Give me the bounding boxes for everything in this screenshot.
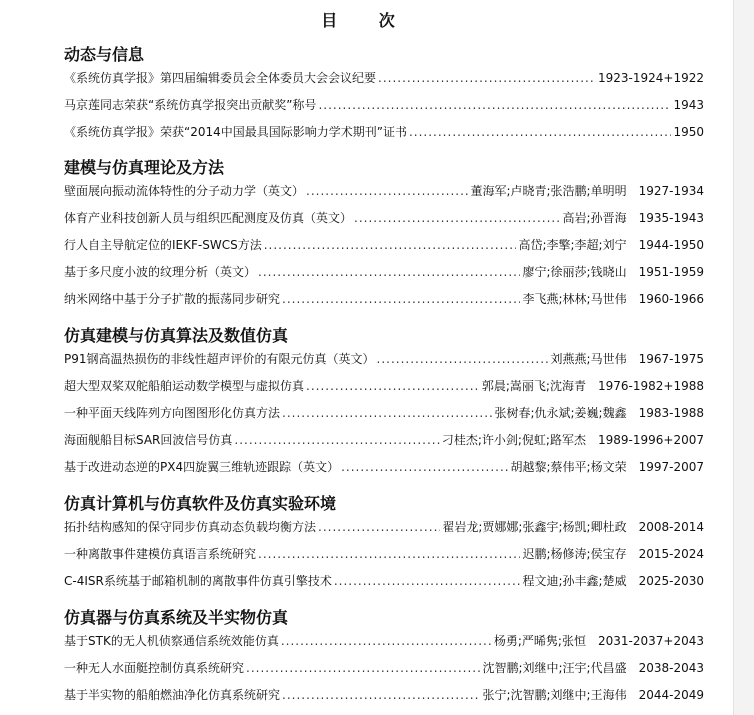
entry-pages: 1997-2007 — [638, 460, 704, 474]
entry-title[interactable]: 超大型双桨双舵船舶运动数学模型与虚拟仿真 — [64, 379, 305, 393]
entry-title[interactable]: 《系统仿真学报》第四届编辑委员会全体委员大会会议纪要 — [64, 71, 377, 85]
entry-pages: 1935-1943 — [638, 211, 704, 225]
entry-title[interactable]: 行人自主导航定位的IEKF-SWCS方法 — [64, 238, 262, 252]
entry-pages: 1983-1988 — [638, 406, 704, 420]
entry-title[interactable]: 一种平面天线阵列方向图图形化仿真方法 — [64, 406, 281, 420]
dot-leader — [341, 458, 508, 476]
entry-pages: 1951-1959 — [638, 265, 704, 279]
entry-pages: 2008-2014 — [638, 520, 704, 534]
dot-leader — [354, 209, 561, 227]
toc-entry[interactable] — [64, 404, 704, 422]
toc-entry[interactable] — [64, 518, 704, 536]
entry-title[interactable]: 马京莲同志荣获“系统仿真学报突出贡献奖”称号 — [64, 98, 317, 112]
entry-pages: 1967-1975 — [638, 352, 704, 366]
entry-title[interactable]: 一种离散事件建模仿真语言系统研究 — [64, 547, 257, 561]
toc-entry[interactable] — [64, 431, 704, 449]
entry-pages: 1989-1996+2007 — [597, 433, 704, 447]
toc-entry[interactable] — [64, 290, 704, 308]
entry-title[interactable]: 基于STK的无人机侦察通信系统效能仿真 — [64, 634, 279, 648]
dot-leader — [234, 431, 439, 449]
entry-title[interactable]: 壁面展向振动流体特性的分子动力学（英文） — [64, 184, 305, 198]
dot-leader — [258, 545, 520, 563]
entry-authors: 张树春;仇永斌;姜巍;魏鑫 — [494, 406, 627, 420]
entry-pages: 1927-1934 — [638, 184, 704, 198]
dot-leader — [282, 686, 480, 704]
toc-entry[interactable] — [64, 96, 704, 114]
toc-entry[interactable] — [64, 350, 704, 368]
entry-authors: 郭晨;嵩丽飞;沈海青 — [481, 379, 586, 393]
toc-entry[interactable] — [64, 69, 704, 87]
entry-pages: 1976-1982+1988 — [597, 379, 704, 393]
dot-leader — [246, 659, 480, 677]
toc-entry[interactable] — [64, 632, 704, 650]
entry-authors: 程文迪;孙丰鑫;楚威 — [522, 574, 627, 588]
entry-title[interactable]: 一种无人水面艇控制仿真系统研究 — [64, 661, 245, 675]
entry-pages: 2038-2043 — [638, 661, 704, 675]
toc-title: 目 次 — [321, 11, 413, 30]
toc-entry[interactable] — [64, 182, 704, 200]
entry-authors: 张宁;沈智鹏;刘继中;王海伟 — [482, 688, 627, 702]
entry-title[interactable]: 纳米网络中基于分子扩散的振荡同步研究 — [64, 292, 281, 306]
entry-authors: 高岩;孙晋海 — [562, 211, 627, 225]
section-heading: 仿真建模与仿真算法及数值仿真 — [64, 326, 289, 345]
toc-entry[interactable] — [64, 686, 704, 704]
section-heading: 动态与信息 — [64, 45, 145, 64]
toc-entry[interactable] — [64, 377, 704, 395]
dot-leader — [377, 350, 549, 368]
entry-authors: 李飞燕;林林;马世伟 — [522, 292, 627, 306]
toc-entry[interactable] — [64, 545, 704, 563]
entry-authors: 沈智鹏;刘继中;汪宇;代昌盛 — [482, 661, 627, 675]
toc-entry[interactable] — [64, 236, 704, 254]
entry-title[interactable]: 体育产业科技创新人员与组织匹配测度及仿真（英文） — [64, 211, 353, 225]
section-heading: 仿真计算机与仿真软件及仿真实验环境 — [64, 494, 337, 513]
toc-entry[interactable] — [64, 659, 704, 677]
entry-pages: 2044-2049 — [638, 688, 704, 702]
dot-leader — [334, 572, 521, 590]
entry-title[interactable]: 海面舰船目标SAR回波信号仿真 — [64, 433, 233, 447]
entry-title[interactable]: 基于改进动态逆的PX4四旋翼三维轨迹跟踪（英文） — [64, 460, 340, 474]
dot-leader — [282, 290, 520, 308]
toc-entry[interactable] — [64, 572, 704, 590]
entry-pages: 2015-2024 — [638, 547, 704, 561]
dot-leader — [281, 632, 492, 650]
section-heading: 建模与仿真理论及方法 — [64, 158, 225, 177]
entry-pages: 1944-1950 — [638, 238, 704, 252]
entry-authors: 刁桂杰;许小剑;倪虹;路军杰 — [441, 433, 586, 447]
entry-pages: 1943 — [673, 98, 704, 112]
entry-pages: 2025-2030 — [638, 574, 704, 588]
toc-entry[interactable] — [64, 209, 704, 227]
entry-title[interactable]: P91钢高温热损伤的非线性超声评价的有限元仿真（英文） — [64, 352, 375, 366]
dot-leader — [318, 96, 671, 114]
entry-authors: 翟岩龙;贾娜娜;张鑫宇;杨凯;卿杜政 — [442, 520, 627, 534]
entry-title[interactable]: C-4ISR系统基于邮箱机制的离散事件仿真引擎技术 — [64, 574, 332, 588]
toc-entry[interactable] — [64, 458, 704, 476]
entry-pages: 1960-1966 — [638, 292, 704, 306]
entry-authors: 迟鹏;杨修涛;侯宝存 — [522, 547, 627, 561]
dot-leader — [306, 377, 480, 395]
entry-title[interactable]: 《系统仿真学报》荣获“2014中国最具国际影响力学术期刊”证书 — [64, 125, 407, 139]
section-heading: 仿真器与仿真系统及半实物仿真 — [64, 608, 289, 627]
dot-leader — [282, 404, 492, 422]
dot-leader — [258, 263, 520, 281]
entry-title[interactable]: 拓扑结构感知的保守同步仿真动态负载均衡方法 — [64, 520, 317, 534]
entry-title[interactable]: 基于半实物的船舶燃油净化仿真系统研究 — [64, 688, 281, 702]
entry-authors: 高岱;李擎;李超;刘宁 — [518, 238, 627, 252]
toc-entry[interactable] — [64, 123, 704, 141]
entry-pages: 2031-2037+2043 — [597, 634, 704, 648]
entry-pages: 1950 — [673, 125, 704, 139]
dot-leader — [318, 518, 440, 536]
entry-authors: 廖宁;徐丽莎;钱晓山 — [522, 265, 627, 279]
vertical-scrollbar[interactable] — [733, 0, 754, 715]
entry-pages: 1923-1924+1922 — [597, 71, 704, 85]
entry-title[interactable]: 基于多尺度小波的纹理分析（英文） — [64, 265, 257, 279]
entry-authors: 刘燕燕;马世伟 — [550, 352, 627, 366]
entry-authors: 杨勇;严晞隽;张恒 — [493, 634, 586, 648]
entry-authors: 胡越黎;蔡伟平;杨文荣 — [510, 460, 627, 474]
entry-authors: 董海军;卢晓青;张浩鹏;单明明 — [470, 184, 627, 198]
dot-leader — [378, 69, 596, 87]
dot-leader — [264, 236, 517, 254]
toc-entry[interactable] — [64, 263, 704, 281]
dot-leader — [306, 182, 468, 200]
dot-leader — [409, 123, 671, 141]
